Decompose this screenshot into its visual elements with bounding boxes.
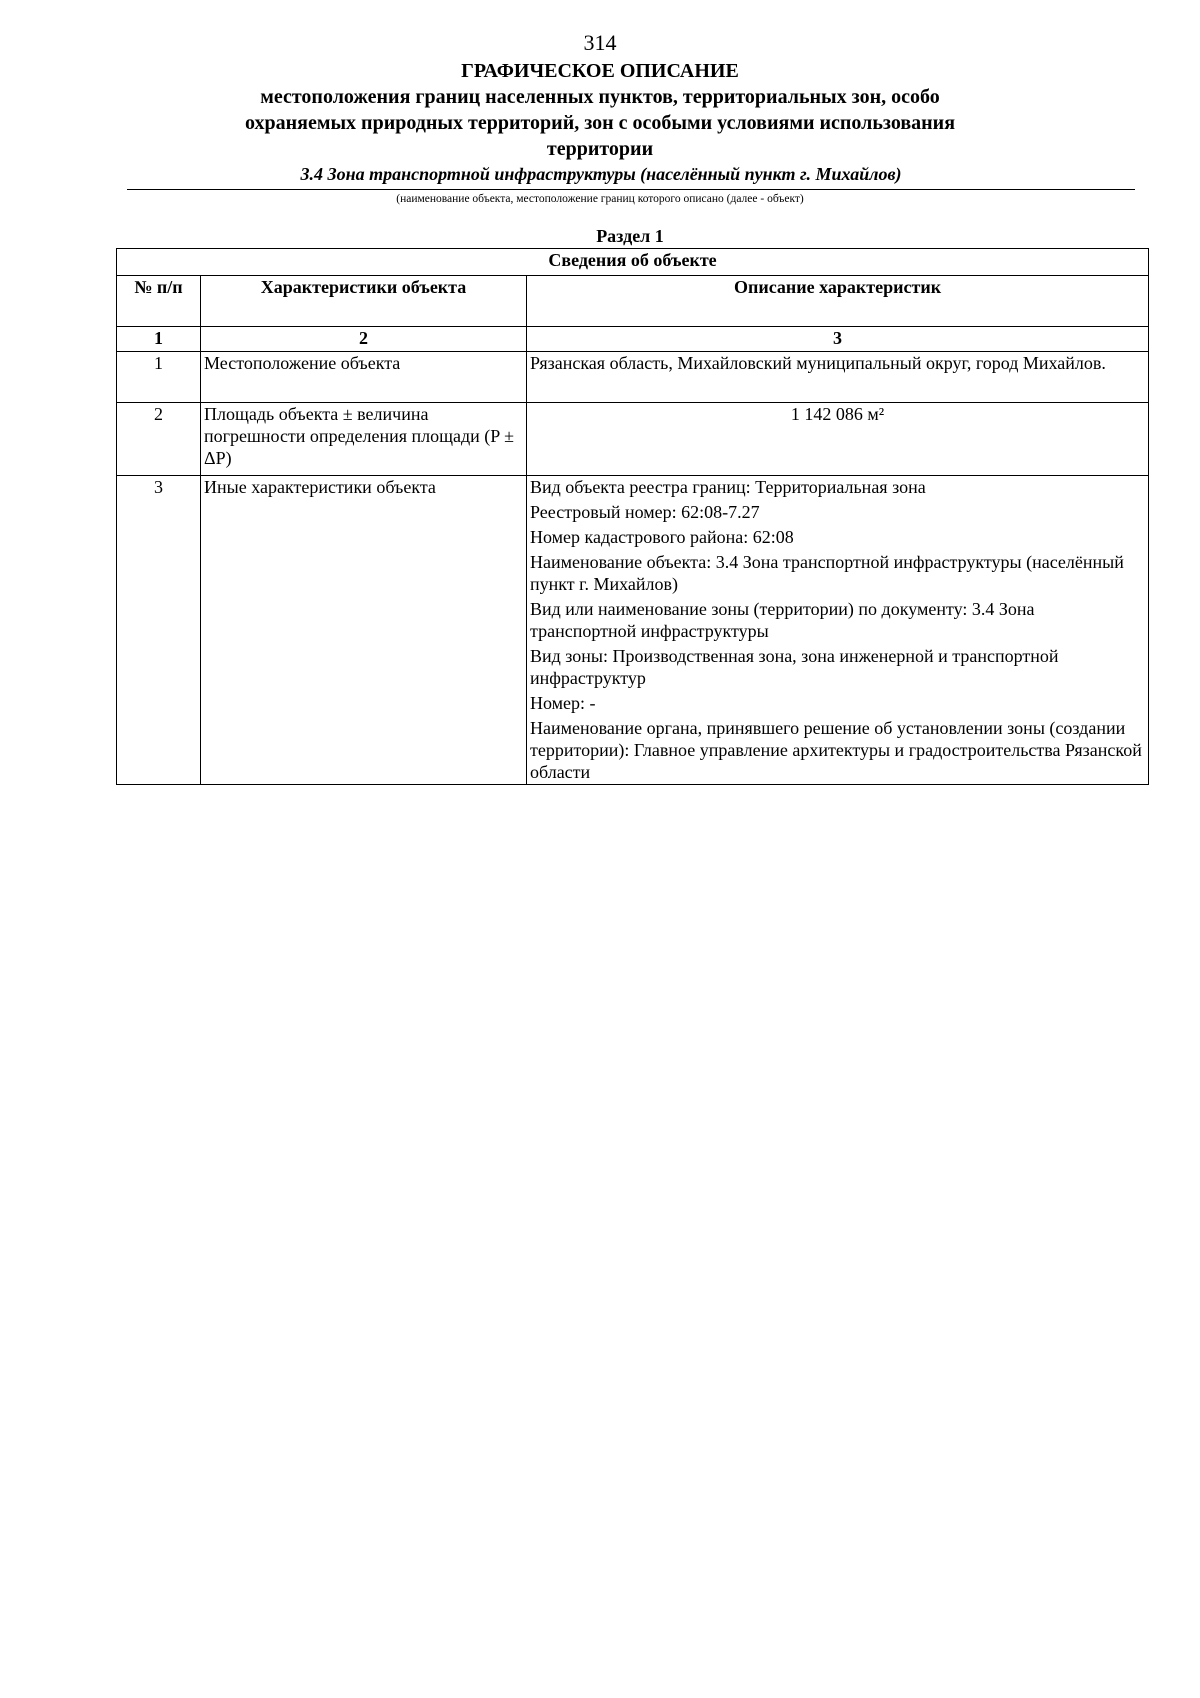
document-title: ГРАФИЧЕСКОЕ ОПИСАНИЕ [461, 60, 739, 82]
description-line: Реестровый номер: 62:08-7.27 [530, 502, 760, 522]
row-number: 2 [117, 403, 201, 476]
header-description: Описание характеристик [527, 276, 1149, 327]
column-number-row [117, 327, 1149, 352]
description-line: Наименование объекта: 3.4 Зона транспортной инфраструктуры (населённый пункт г. Михайлов) [530, 552, 1124, 594]
table-caption: Сведения об объекте [117, 249, 1149, 276]
description-line: Наименование органа, принявшего решение об установлении зоны (создании территории): Главное управление архитектуры и градостроительства Рязанской области [530, 718, 1142, 782]
column-number: 1 [117, 327, 201, 352]
object-name-caption: (наименование объекта, местоположение границ которого описано (далее - объект) [396, 193, 804, 205]
row-number: 3 [117, 476, 201, 785]
row-description: Рязанская область, Михайловский муниципальный округ, город Михайлов. [527, 352, 1149, 403]
row-number: 1 [117, 352, 201, 403]
header-num: № п/п [117, 276, 201, 327]
object-name: 3.4 Зона транспортной инфраструктуры (населённый пункт г. Михайлов) [300, 164, 902, 184]
header-characteristics: Характеристики объекта [201, 276, 527, 327]
row-characteristic: Площадь объекта ± величина погрешности определения площади (P ± ΔP) [201, 403, 527, 476]
table-header-row [117, 276, 1149, 327]
description-line: Номер: - [530, 693, 596, 713]
column-number: 2 [201, 327, 527, 352]
section-title: Раздел 1 [596, 226, 664, 246]
description-line: Вид объекта реестра границ: Территориальная зона [530, 477, 926, 497]
row-description-list [527, 476, 1149, 785]
table-row [117, 403, 1149, 476]
table-row [117, 476, 1149, 785]
document-subtitle: местоположения границ населенных пунктов, территориальных зон, особо охраняемых природных территорий, зон с особыми условиями использования территории [244, 86, 956, 160]
row-characteristic: Иные характеристики объекта [201, 476, 527, 785]
column-number: 3 [527, 327, 1149, 352]
table-row [117, 352, 1149, 403]
underline-rule [127, 189, 1135, 190]
object-info-table [116, 248, 1149, 785]
row-description: 1 142 086 м² [527, 403, 1149, 476]
table-caption-row [117, 249, 1149, 276]
page-number: 314 [583, 30, 617, 55]
description-line: Номер кадастрового района: 62:08 [530, 527, 794, 547]
description-line: Вид зоны: Производственная зона, зона инженерной и транспортной инфраструктур [530, 646, 1059, 688]
description-line: Вид или наименование зоны (территории) по документу: 3.4 Зона транспортной инфраструктуры [530, 599, 1035, 641]
row-characteristic: Местоположение объекта [201, 352, 527, 403]
